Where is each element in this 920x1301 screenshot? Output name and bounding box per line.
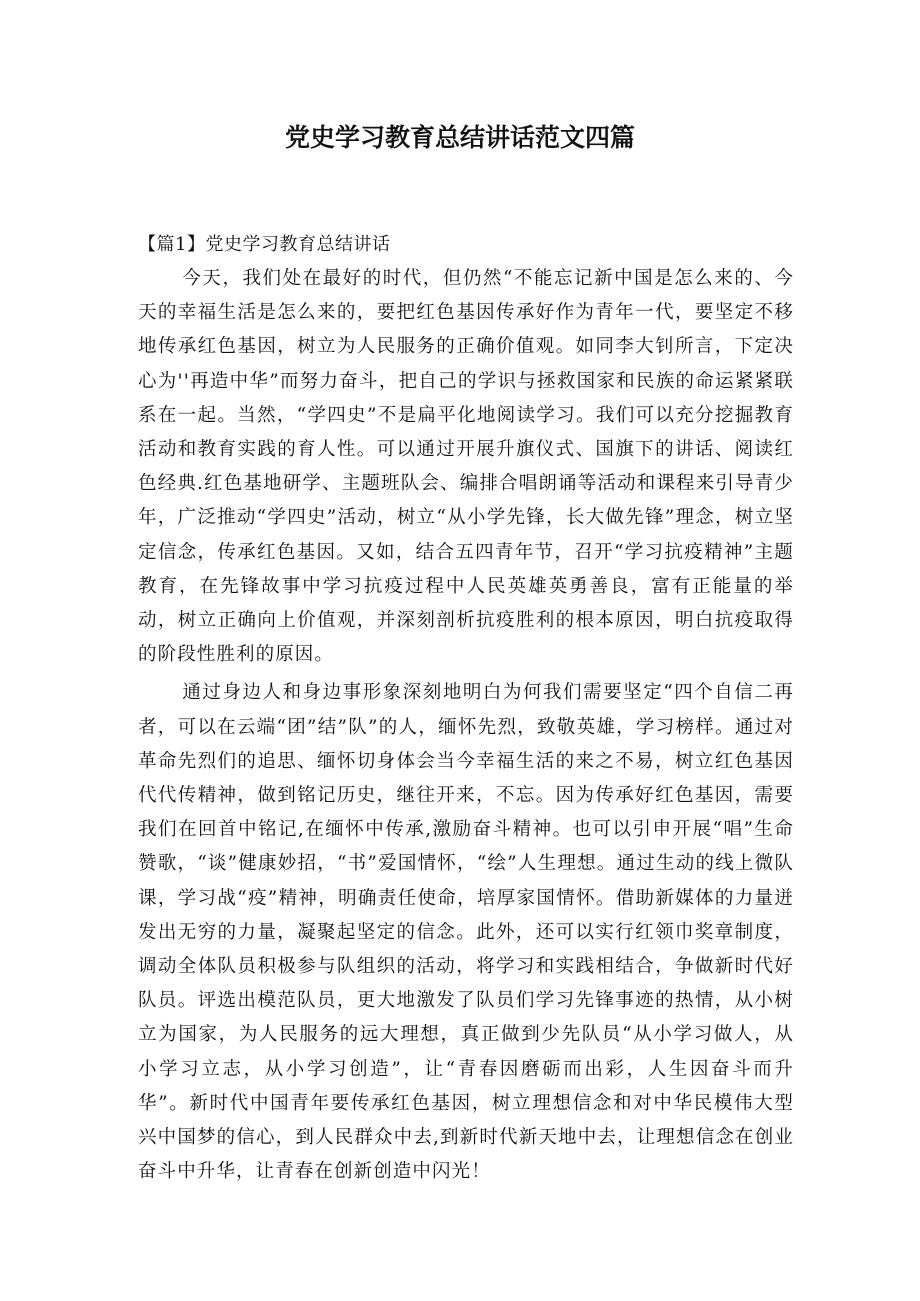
paragraph-2: 通过身边人和身边事形象深刻地明白为何我们需要坚定“四个自信二再者，可以在云端“团”结”队”的人，缅怀先烈，致敬英雄，学习榜样。通过对革命先烈们的追思、缅怀切身体会当今幸福生活的来之不易，树立红色基因代代传精神，做到铭记历史，继往开来，不忘。因为传承好红色基因，需要我们在回首中铭记,在缅怀中传承,激励奋斗精神。也可以引申开展“唱”生命赞歌，“谈”健康妙招，“书”爱国情怀，“绘”人生理想。通过生动的线上微队课，学习战“疫”精神，明确责任使命，培厚家国情怀。借助新媒体的力量迸发出无穷的力量，凝聚起坚定的信念。此外，还可以实行红领巾奖章制度，调动全体队员积极参与队组织的活动，将学习和实践相结合，争做新时代好队员。评选出模范队员，更大地激发了队员们学习先锋事迹的热情，从小树立为国家，为人民服务的远大理想，真正做到少先队员“从小学习做人，从小学习立志，从小学习创造”，让“青春因磨砺而出彩，人生因奋斗而升华”。新时代中国青年要传承红色基因，树立理想信念和对中华民模伟大型兴中国梦的信心，到人民群众中去,到新时代新天地中去，让理想信念在创业奋斗中升华，让青春在创新创造中闪光！ [138,682,794,1183]
paragraph-1: 今天，我们处在最好的时代，但仍然“不能忘记新中国是怎么来的、今天的幸福生活是怎么来的，要把红色基因传承好作为青年一代，要坚定不移地传承红色基因，树立为人民服务的正确价值观。如同李大钊所言，下定决心为''再造中华”而努力奋斗，把自己的学识与拯救国家和民族的命运紧紧联系在一起。当然，“学四史”不是扁平化地阅读学习。我们可以充分挖掘教育活动和教育实践的育人性。可以通过开展升旗仪式、国旗下的讲话、阅读红色经典.红色基地研学、主题班队会、编排合唱朗诵等活动和课程来引导青少年，广泛推动“学四史”活动，树立“从小学先锋，长大做先锋”理念，树立坚定信念，传承红色基因。又如，结合五四青年节，召开“学习抗疫精神”主题教育，在先锋故事中学习抗疫过程中人民英雄英勇善良，富有正能量的举动，树立正确向上价值观，并深刻剖析抗疫胜利的根本原因，明白抗疫取得的阶段性胜利的原因。 [138,268,794,666]
section-heading: 【篇1】党史学习教育总结讲话 [138,234,391,255]
section-1 [138,228,794,1189]
document-title: 党史学习教育总结讲话范文四篇 [284,123,635,152]
